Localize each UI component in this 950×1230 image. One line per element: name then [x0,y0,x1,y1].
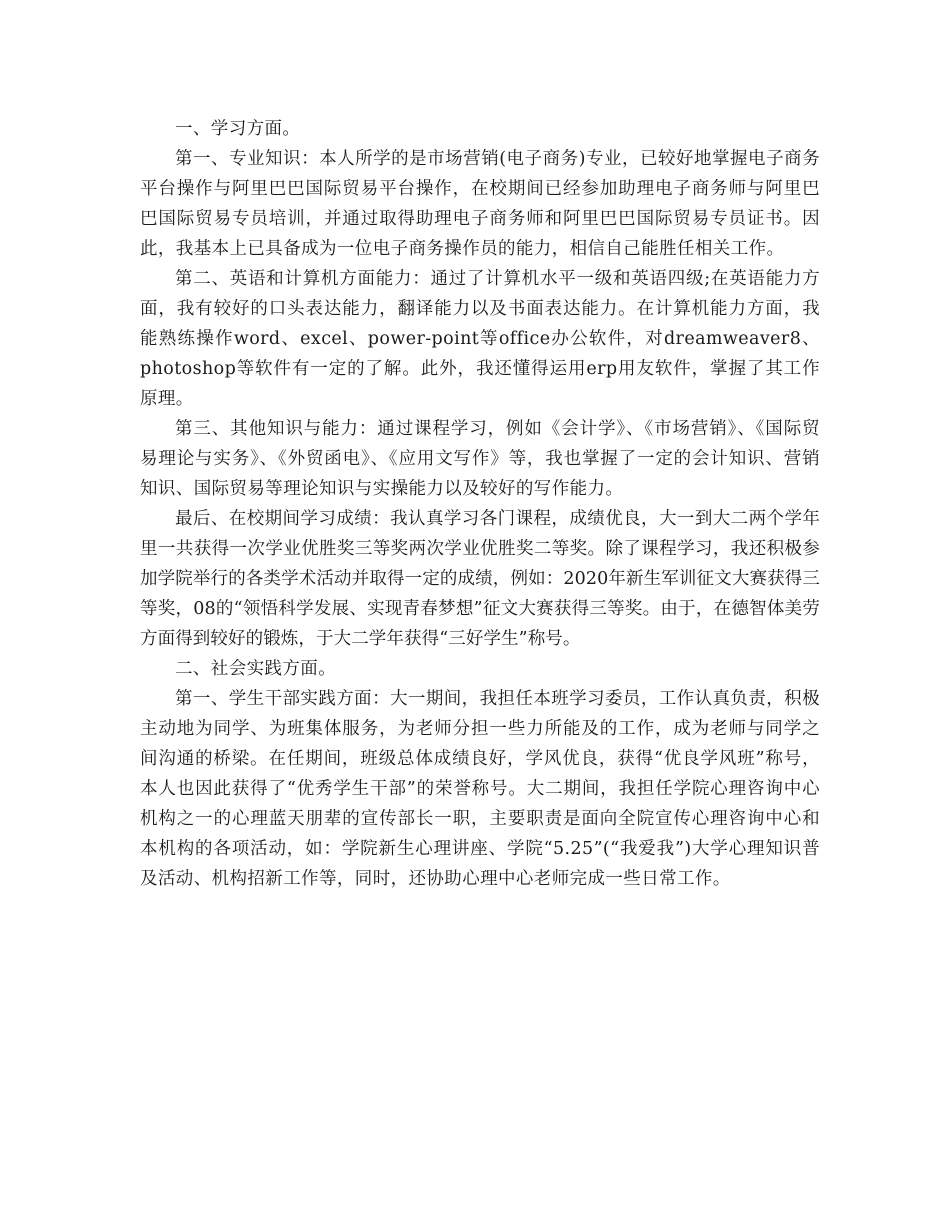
paragraph-student-leader: 第一、学生干部实践方面：大一期间，我担任本班学习委员，工作认真负责，积极主动地为同学、为班集体服务，为老师分担一些力所能及的工作，成为老师与同学之间沟通的桥梁。在任期间，班级总体成绩良好，学风优良，获得“优良学风班”称号，本人也因此获得了“优秀学生干部”的荣誉称号。大二期间，我担任学院心理咨询中心机构之一的心理蓝天朋辈的宣传部长一职，主要职责是面向全院宣传心理咨询中心和本机构的各项活动，如：学院新生心理讲座、学院“5.25”(“我爱我”)大学心理知识普及活动、机构招新工作等，同时，还协助心理中心老师完成一些日常工作。 [140,689,820,889]
section-heading-study: 一、学习方面。 [175,119,301,139]
section-heading-social-practice: 二、社会实践方面。 [175,659,337,679]
paragraph-english-computer: 第二、英语和计算机方面能力：通过了计算机水平一级和英语四级;在英语能力方面，我有较好的口头表达能力，翻译能力以及书面表达能力。在计算机能力方面，我能熟练操作word、excel、power-point等office办公软件，对dreamweaver8、photoshop等软件有一定的了解。此外，我还懂得运用erp用友软件，掌握了其工作原理。 [140,269,820,409]
paragraph-academic-results: 最后、在校期间学习成绩：我认真学习各门课程，成绩优良，大一到大二两个学年里一共获得一次学业优胜奖三等奖两次学业优胜奖二等奖。除了课程学习，我还积极参加学院举行的各类学术活动并取得一定的成绩，例如：2020年新生军训征文大赛获得三等奖，08的“领悟科学发展、实现青春梦想”征文大赛获得三等奖。由于，在德智体美劳方面得到较好的锻炼，于大二学年获得“三好学生”称号。 [140,509,820,649]
paragraph-professional-knowledge: 第一、专业知识：本人所学的是市场营销(电子商务)专业，已较好地掌握电子商务平台操作与阿里巴巴国际贸易平台操作，在校期间已经参加助理电子商务师与阿里巴巴国际贸易专员培训，并通过取得助理电子商务师和阿里巴巴国际贸易专员证书。因此，我基本上已具备成为一位电子商务操作员的能力，相信自己能胜任相关工作。 [140,149,820,259]
paragraph-other-knowledge: 第三、其他知识与能力：通过课程学习，例如《会计学》、《市场营销》、《国际贸易理论与实务》、《外贸函电》、《应用文写作》等，我也掌握了一定的会计知识、营销知识、国际贸易等理论知识与实操能力以及较好的写作能力。 [140,419,820,499]
document-body [140,114,820,894]
